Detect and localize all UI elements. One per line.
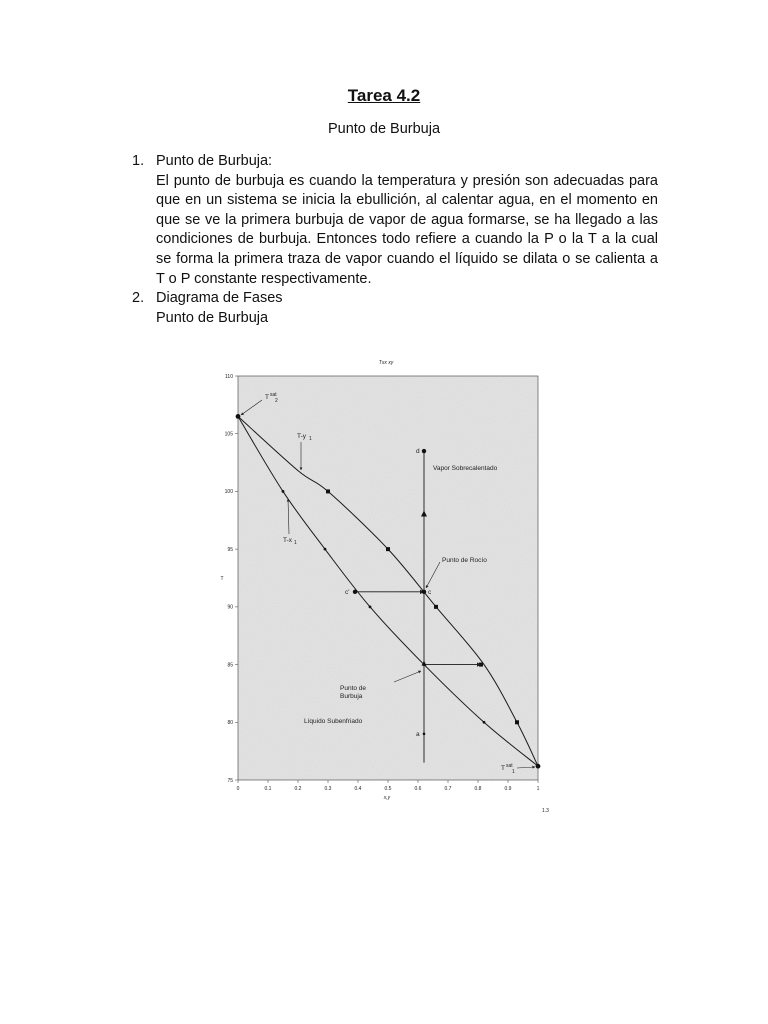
x-tick-label: 0.1 xyxy=(264,786,272,792)
y-tick-label: 105 xyxy=(224,431,233,438)
tx1-sub: 1 xyxy=(294,540,297,546)
page-subtitle: Punto de Burbuja xyxy=(327,121,441,137)
tsat2-sup: sat xyxy=(270,392,277,398)
state-point-c-prime xyxy=(353,590,357,594)
plot-area xyxy=(238,376,538,780)
vapor-data-point xyxy=(434,605,438,609)
liquid-data-point xyxy=(282,490,285,493)
vapor-label: Vapor Sobrecalentado xyxy=(433,465,498,472)
x-tick-label: 0.4 xyxy=(354,786,362,792)
y-axis-label: T xyxy=(220,576,224,582)
x-tick-label: 0.7 xyxy=(444,786,452,792)
x-axis-ticks xyxy=(237,780,540,792)
x-tick-label: 0.9 xyxy=(504,786,512,792)
x-tick-label: 0.2 xyxy=(294,786,302,792)
state-point-label: c' xyxy=(345,588,350,596)
tsat1-point xyxy=(536,764,541,769)
state-point-label: a xyxy=(416,730,420,738)
tsat1-sup: sat xyxy=(506,763,513,769)
x-tick-label: 0.3 xyxy=(324,786,332,792)
burbuja-label-line1: Punto de xyxy=(340,685,367,692)
tx1-label: T-x xyxy=(283,537,293,544)
chart-title: Txx xy xyxy=(378,360,394,366)
list-item-number: 2. xyxy=(132,290,145,307)
plot-texture xyxy=(238,376,538,780)
x-tick-label: 1 xyxy=(536,786,540,792)
vapor-data-point xyxy=(326,489,330,493)
y-tick-label: 75 xyxy=(227,777,233,784)
list-item-subheading: Punto de Burbuja xyxy=(156,309,269,326)
liquid-data-point xyxy=(369,605,372,608)
x-tick-label: 0 xyxy=(236,786,240,792)
tsat1-sub: 1 xyxy=(512,769,515,775)
y-tick-label: 95 xyxy=(227,546,233,553)
y-tick-label: 110 xyxy=(225,373,233,380)
bubble-point-definition: El punto de burbuja es cuando la temperatura y presión son adecuadas para que en un sistema se inicia la ebullición, al calentar agua, en el momento en que se ve la primera burbuja de vapor de agua formarse, se ha llegado a las condiciones de burbuja. Entonces todo refiere a cuando la P o la T a la cual se forma la primera traza de vapor cuando el líquido se dilata o se calienta a T o P constante respectivamente. xyxy=(156,172,658,287)
vapor-data-point xyxy=(515,720,519,724)
ty1-label: T-y xyxy=(297,433,307,440)
y-axis-ticks xyxy=(225,374,238,784)
tsat1-label: T xyxy=(501,765,505,772)
tsat2-label: T xyxy=(265,394,269,401)
burbuja-label-line2: Burbuja xyxy=(340,693,363,700)
liquid-data-point xyxy=(483,721,486,724)
liquid-data-point xyxy=(324,548,327,551)
list-item-heading: Punto de Burbuja: xyxy=(156,153,273,169)
y-tick-label: 85 xyxy=(227,662,233,669)
state-point-a xyxy=(423,733,426,736)
tsat2-sub: 2 xyxy=(275,398,278,404)
list-item-heading: Diagrama de Fases xyxy=(156,290,283,307)
ty1-sub: 1 xyxy=(309,436,312,442)
y-tick-label: 100 xyxy=(224,489,233,496)
x-axis-label: x,y xyxy=(383,795,391,801)
y-tick-label: 90 xyxy=(227,604,233,611)
state-point-d xyxy=(422,449,426,453)
page-title: Tarea 4.2 xyxy=(347,86,421,105)
x-tick-label: 0.8 xyxy=(474,786,482,792)
liquido-label: Líquido Subenfriado xyxy=(304,718,363,725)
tsat2-point xyxy=(236,414,241,419)
rocio-label: Punto de Rocío xyxy=(442,557,487,564)
state-point-c xyxy=(422,590,426,594)
vapor-data-point xyxy=(386,547,390,551)
list-item-number: 1. xyxy=(132,153,145,169)
figure-number: 1.3 xyxy=(542,808,549,814)
state-point-label: c xyxy=(428,588,432,596)
y-tick-label: 80 xyxy=(227,720,233,727)
x-tick-label: 0.5 xyxy=(384,786,392,792)
x-tick-label: 0.6 xyxy=(414,786,422,792)
state-point-label: d xyxy=(416,448,420,456)
